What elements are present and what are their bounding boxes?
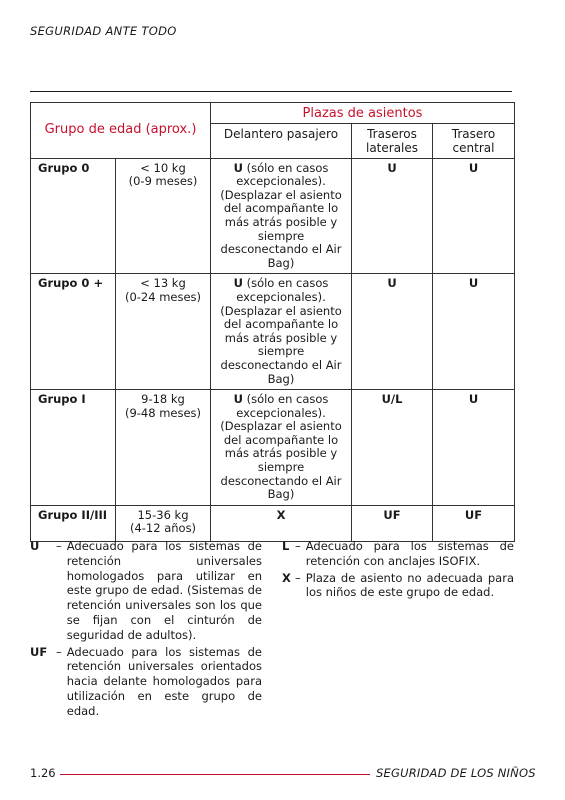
- seat-suitability-table: [30, 102, 515, 542]
- col-rear-lateral: Traseros laterales: [352, 123, 433, 158]
- suitability-mark: U: [233, 276, 243, 291]
- rear-lateral-cell: U: [352, 274, 433, 390]
- legend-item: [30, 539, 262, 643]
- weight-age-cell: [116, 274, 211, 390]
- rear-central-cell: U: [433, 274, 515, 390]
- legend-dash: –: [295, 570, 301, 585]
- age-range: (4-12 años): [129, 521, 197, 536]
- legend-key: X: [282, 570, 291, 585]
- suitability-note: (sólo en casos excepcionales). (Desplazar el asiento del acompañante lo más atrás posible y siempre desconectando el Air Bag): [220, 392, 342, 502]
- running-header: SEGURIDAD ANTE TODO: [30, 24, 177, 38]
- front-passenger-cell: X: [211, 505, 352, 541]
- rear-central-cell: U: [433, 158, 515, 274]
- legend-item: [30, 645, 262, 719]
- footer-divider: [60, 774, 370, 775]
- weight-range: 9-18 kg: [141, 392, 185, 407]
- rear-lateral-cell: U/L: [352, 390, 433, 506]
- suitability-mark: U: [233, 160, 243, 175]
- age-group-header: Grupo de edad (aprox.): [31, 103, 211, 159]
- weight-age-cell: [116, 158, 211, 274]
- suitability-mark: U: [233, 392, 243, 407]
- running-footer: SEGURIDAD DE LOS NIÑOS: [376, 766, 536, 780]
- rear-lateral-cell: U: [352, 158, 433, 274]
- legend-key: UF: [30, 644, 48, 659]
- suitability-note: (sólo en casos excepcionales). (Desplazar el asiento del acompañante lo más atrás posible y siempre desconectando el Air Bag): [220, 160, 342, 270]
- front-passenger-cell: [211, 390, 352, 506]
- header-divider: [30, 91, 512, 92]
- group-name: Grupo 0 +: [31, 274, 116, 390]
- age-range: (0-9 meses): [128, 174, 198, 189]
- rear-central-cell: UF: [433, 505, 515, 541]
- legend-dash: –: [295, 539, 301, 553]
- table-row: [31, 274, 515, 390]
- weight-range: < 13 kg: [140, 276, 186, 291]
- seating-positions-header: Plazas de asientos: [211, 103, 515, 124]
- table-row: [31, 390, 515, 506]
- table-row: [31, 158, 515, 274]
- legend-left-column: [30, 539, 262, 721]
- col-rear-central: Trasero central: [433, 123, 515, 158]
- legend-text: Adecuado para los sistemas de retención universales orientados hacia delante homologados para utilización en este grupo de edad.: [66, 644, 262, 718]
- weight-age-cell: [116, 390, 211, 506]
- front-passenger-cell: [211, 158, 352, 274]
- table-row: [31, 505, 515, 541]
- suitability-note: (sólo en casos excepcionales). (Desplazar el asiento del acompañante lo más atrás posible y siempre desconectando el Air Bag): [220, 276, 342, 386]
- group-name: Grupo II/III: [31, 505, 116, 541]
- legend-text: Plaza de asiento no adecuada para los niños de este grupo de edad.: [305, 570, 514, 600]
- col-front-passenger: Delantero pasajero: [211, 123, 352, 158]
- weight-range: 15-36 kg: [137, 507, 189, 522]
- legend-item: [282, 571, 514, 601]
- legend-key: L: [282, 539, 290, 553]
- rear-lateral-cell: UF: [352, 505, 433, 541]
- group-name: Grupo 0: [31, 158, 116, 274]
- legend-dash: –: [56, 539, 62, 553]
- front-passenger-cell: [211, 274, 352, 390]
- page-number: 1.26: [30, 766, 56, 780]
- weight-age-cell: [116, 505, 211, 541]
- legend-right-column: [282, 539, 514, 602]
- legend-text: Adecuado para los sistemas de retención con anclajes ISOFIX.: [305, 539, 514, 568]
- legend-item: [282, 539, 514, 569]
- legend-dash: –: [56, 644, 62, 659]
- rear-central-cell: U: [433, 390, 515, 506]
- age-range: (9-48 meses): [124, 405, 202, 420]
- weight-range: < 10 kg: [140, 160, 186, 175]
- group-name: Grupo I: [31, 390, 116, 506]
- legend-text: Adecuado para los sistemas de retención universales homologados para utilizar en este grupo de edad. (Sistemas de retención universales son los que se fijan con el cinturón de seguridad de adultos).: [66, 539, 262, 642]
- legend-key: U: [30, 539, 40, 553]
- age-range: (0-24 meses): [124, 289, 202, 304]
